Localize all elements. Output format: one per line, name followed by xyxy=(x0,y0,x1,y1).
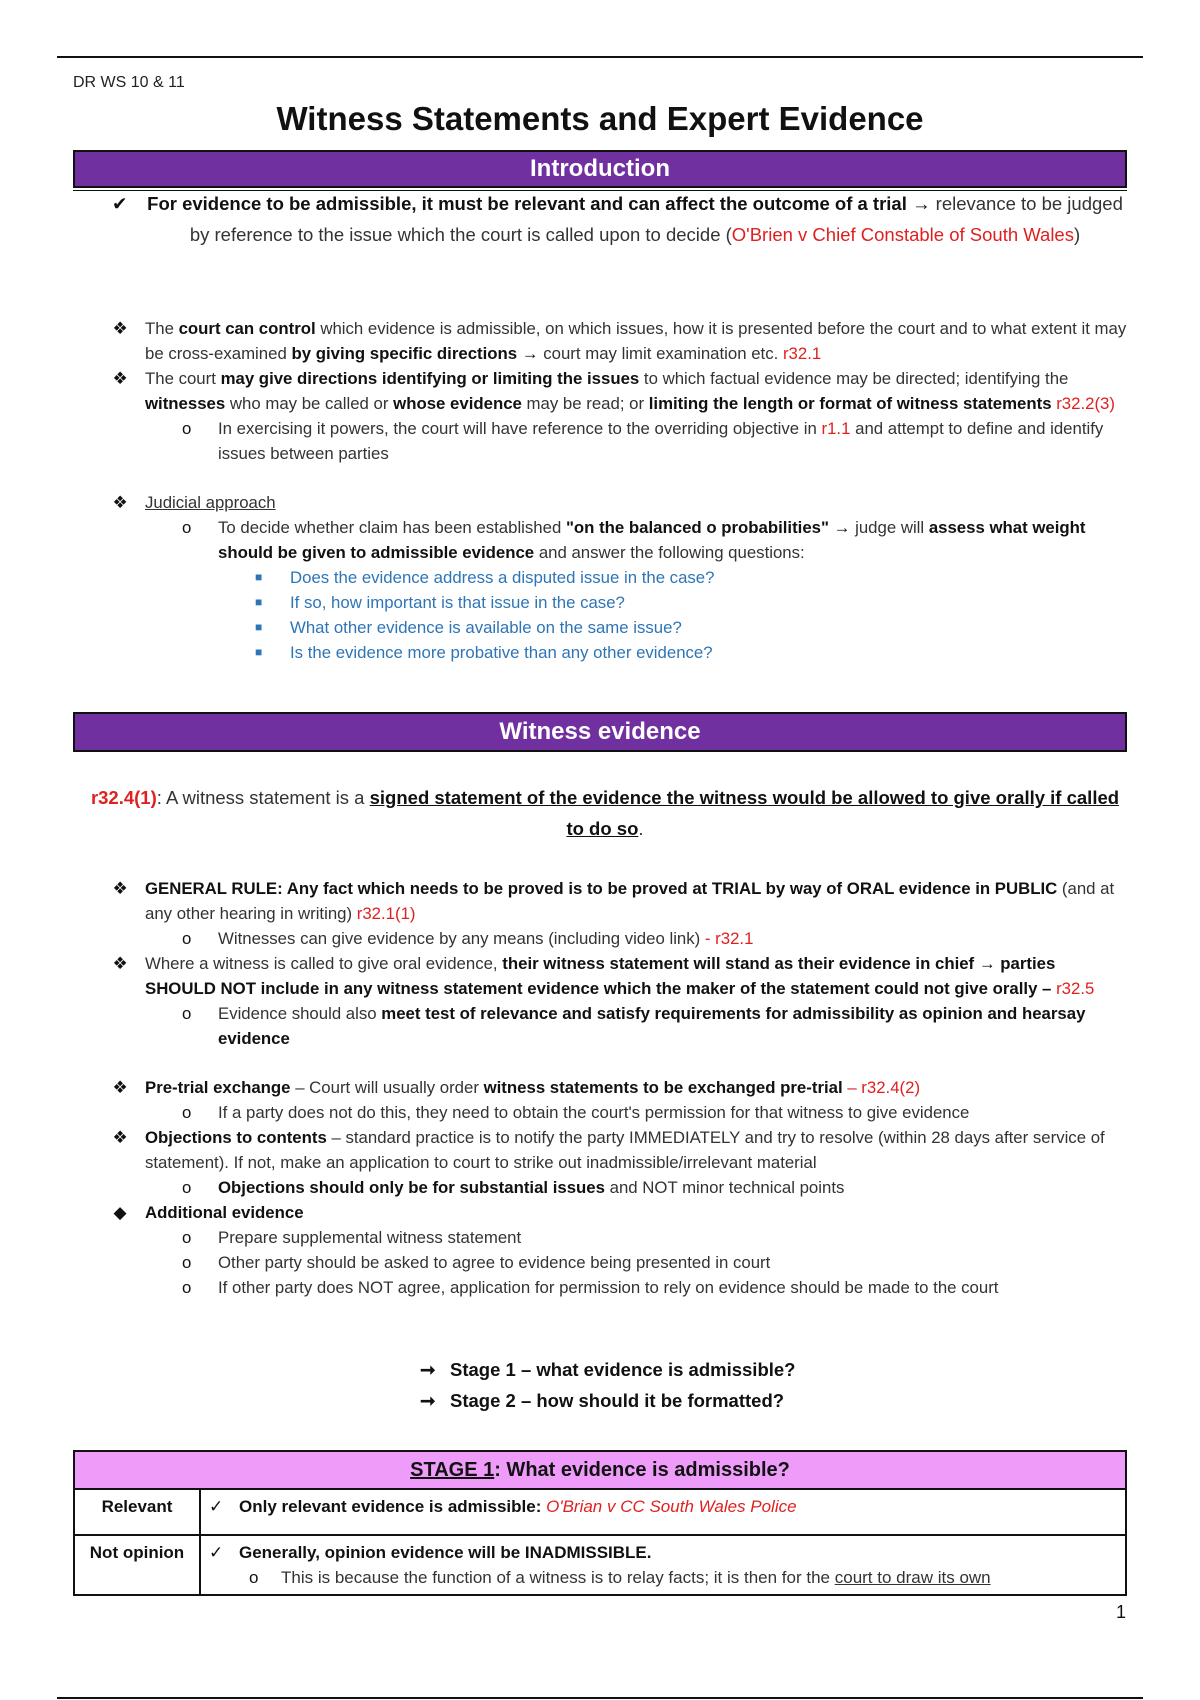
circle-bullet-icon: o xyxy=(182,518,192,537)
square-bullet-icon: ■ xyxy=(255,620,263,634)
list-item: ❖ Pre-trial exchange – Court will usually order witness statements to be exchanged pre-trial – r32.4(2) xyxy=(110,1075,1130,1100)
circle-bullet-icon: o xyxy=(182,929,192,948)
arrow-right-icon: ➞ xyxy=(420,1390,436,1411)
diamond-bullet-icon: ❖ xyxy=(112,954,128,973)
diamond-bullet-icon: ❖ xyxy=(112,319,128,338)
question-item: ■ Does the evidence address a disputed issue in the case? xyxy=(110,565,1130,590)
arrow-right-icon: → xyxy=(833,518,851,537)
document-code: DR WS 10 & 11 xyxy=(73,74,185,91)
question-item: ■ What other evidence is available on the same issue? xyxy=(110,615,1130,640)
row-label: Not opinion xyxy=(74,1535,200,1595)
question-item: ■ Is the evidence more probative than any other evidence? xyxy=(110,640,1130,665)
row-content: ✓ Only relevant evidence is admissible: O'Brian v CC South Wales Police xyxy=(200,1489,1126,1535)
list-item: ❖ Objections to contents – standard practice is to notify the party IMMEDIATELY and try to resolve (within 28 days after service of statement). If not, make an application to court to strike out inadmissible/irrelevant material xyxy=(110,1125,1130,1175)
page-number: 1 xyxy=(1116,1602,1127,1622)
list-subitem: o Prepare supplemental witness statement xyxy=(110,1225,1130,1250)
top-rule xyxy=(57,56,1143,58)
solid-diamond-bullet-icon: ◆ xyxy=(113,1203,127,1222)
diamond-bullet-icon: ❖ xyxy=(112,879,128,898)
list-subitem: o Objections should only be for substantial issues and NOT minor technical points xyxy=(110,1175,1130,1200)
page-title: Witness Statements and Expert Evidence xyxy=(276,100,924,137)
arrow-right-icon: → xyxy=(521,344,539,363)
list-item: ❖ GENERAL RULE: Any fact which needs to be proved is to be proved at TRIAL by way of ORAL evidence in PUBLIC (and at any other hearing in writing) r32.1(1) xyxy=(110,876,1130,926)
list-subitem: o Witnesses can give evidence by any means (including video link) - r32.1 xyxy=(110,926,1130,951)
section-banner-witness-evidence: Witness evidence xyxy=(73,712,1127,752)
arrow-right-icon: → xyxy=(978,954,996,973)
witness-statement-definition: r32.4(1): A witness statement is a signed statement of the evidence the witness would be allowed to give orally if called to do so. xyxy=(90,787,1120,839)
circle-bullet-icon: o xyxy=(182,1004,192,1023)
question-item: ■ If so, how important is that issue in the case? xyxy=(110,590,1130,615)
circle-bullet-icon: o xyxy=(182,1228,192,1247)
square-bullet-icon: ■ xyxy=(255,645,263,659)
diamond-bullet-icon: ❖ xyxy=(112,1128,128,1147)
square-bullet-icon: ■ xyxy=(255,570,263,584)
diamond-bullet-icon: ❖ xyxy=(112,493,128,512)
check-icon: ✔ xyxy=(112,193,128,214)
list-subitem: o If other party does NOT agree, application for permission to rely on evidence should be made to the court xyxy=(110,1275,1130,1300)
diamond-bullet-icon: ❖ xyxy=(112,369,128,388)
table-row xyxy=(74,1535,1126,1595)
stage-table-heading: STAGE 1: What evidence is admissible? xyxy=(74,1451,1126,1489)
intro-lead: ✔ For evidence to be admissible, it must be relevant and can affect the outcome of a trial → relevance to be judged by reference to the issue which the court is called upon to decide (O'Brien v Chief Constable of South Wales) xyxy=(140,188,1130,250)
stage-line: ➞ Stage 1 – what evidence is admissible? xyxy=(420,1354,795,1385)
list-item: ❖ Where a witness is called to give oral evidence, their witness statement will stand as their evidence in chief → parties SHOULD NOT include in any witness statement evidence which the maker of the statement could not give orally – r32.5 xyxy=(110,951,1130,1001)
diamond-bullet-icon: ❖ xyxy=(112,1078,128,1097)
list-subitem: o To decide whether claim has been established "on the balanced o probabilities" → judge will assess what weight should be given to admissible evidence and answer the following questions: xyxy=(110,515,1130,565)
section-banner-introduction: Introduction xyxy=(73,150,1127,188)
bottom-rule xyxy=(57,1697,1143,1699)
stage-1-table xyxy=(73,1450,1127,1596)
arrow-right-icon: ➞ xyxy=(420,1359,436,1380)
list-subitem: o Other party should be asked to agree to evidence being presented in court xyxy=(110,1250,1130,1275)
square-bullet-icon: ■ xyxy=(255,595,263,609)
circle-bullet-icon: o xyxy=(182,1103,192,1122)
list-item: ❖ The court can control which evidence is admissible, on which issues, how it is presented before the court and to what extent it may be cross-examined by giving specific directions → court may limit examination etc. r32.1 xyxy=(110,316,1130,366)
list-item: ◆ Additional evidence xyxy=(110,1200,1130,1225)
judicial-approach-heading: Judicial approach xyxy=(145,493,276,512)
arrow-right-icon: → xyxy=(912,193,931,214)
list-item: ❖ The court may give directions identifying or limiting the issues to which factual evidence may be directed; identifying the witnesses who may be called or whose evidence may be read; or limiting the length or format of witness statements r32.2(3) xyxy=(110,366,1130,416)
witness-bullets xyxy=(110,876,1130,1300)
list-item xyxy=(110,490,1130,515)
check-icon: ✓ xyxy=(209,1543,224,1562)
circle-bullet-icon: o xyxy=(182,1278,192,1297)
list-subitem: o In exercising it powers, the court will have reference to the overriding objective in r1.1 and attempt to define and identify issues between parties xyxy=(110,416,1130,466)
stages-list xyxy=(420,1354,795,1416)
table-row xyxy=(74,1489,1126,1535)
check-icon: ✓ xyxy=(209,1497,224,1516)
row-label: Relevant xyxy=(74,1489,200,1535)
list-subitem: o Evidence should also meet test of relevance and satisfy requirements for admissibility as opinion and hearsay evidence xyxy=(110,1001,1130,1051)
intro-bullets xyxy=(110,316,1130,665)
row-content: ✓ Generally, opinion evidence will be INADMISSIBLE. o This is because the function of a witness is to relay facts; it is then for the court to draw its own xyxy=(200,1535,1126,1595)
stage-line: ➞ Stage 2 – how should it be formatted? xyxy=(420,1385,795,1416)
circle-bullet-icon: o xyxy=(249,1568,259,1587)
circle-bullet-icon: o xyxy=(182,419,192,438)
case-citation: O'Brien v Chief Constable of South Wales xyxy=(731,224,1074,245)
list-subitem: o If a party does not do this, they need to obtain the court's permission for that witness to give evidence xyxy=(110,1100,1130,1125)
circle-bullet-icon: o xyxy=(182,1253,192,1272)
circle-bullet-icon: o xyxy=(182,1178,192,1197)
